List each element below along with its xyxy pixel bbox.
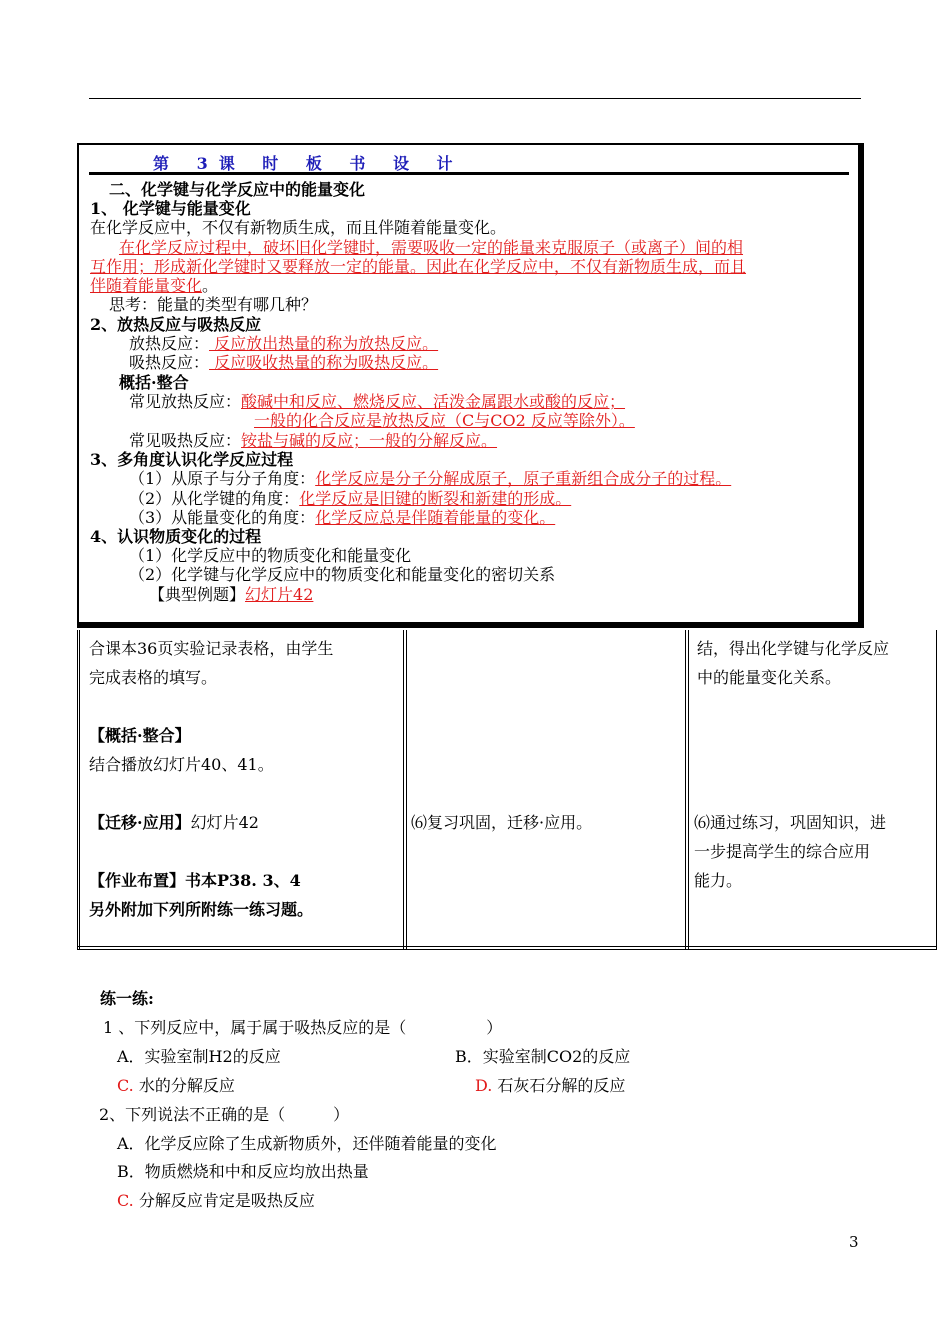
table-cell-intent-2: ⑹通过练习，巩固知识，进 一步提高学生的综合应用 能力。	[694, 813, 887, 890]
table-cell-student: ⑹复习巩固，迁移·应用。	[411, 813, 593, 832]
label: （1）从原子与分子角度：	[129, 469, 316, 488]
answer-text: 反应放出热量的称为放热反应。	[209, 334, 439, 353]
answer-text: 化学反应是旧键的断裂和新建的形成。	[299, 489, 572, 508]
slide-link[interactable]: 幻灯片42	[245, 585, 314, 604]
practice-heading: 练一练:	[100, 989, 154, 1008]
answer-text: 互作用；形成新化学键时又要释放一定的能量。因此在化学反应中，不仅有新物质生成，而且	[90, 257, 747, 276]
answer-text: 伴随着能量变化	[90, 276, 203, 295]
summary-label: 【概括·整合】	[89, 726, 191, 745]
application-label: 【迁移·应用】	[89, 813, 191, 832]
table-cell-intent: 结，得出化学键与化学反应 中的能量变化关系。	[697, 639, 890, 687]
header-rule	[89, 98, 861, 99]
homework-label: 【作业布置】书本P38. 3、4	[89, 871, 301, 890]
label: 【典型例题】	[149, 585, 246, 604]
answer-text: 化学反应是分子分解成原子，原子重新组合成分子的过程。	[315, 469, 732, 488]
option-d: 石灰石分解的反应	[492, 1076, 626, 1095]
answer-text: 一般的化合反应是放热反应（C与CO2 反应等除外）。	[254, 411, 635, 430]
lesson-table	[77, 630, 937, 950]
option-c: 水的分解反应	[133, 1076, 235, 1095]
board-title: 第 3课 时 板 书 设 计	[153, 154, 464, 173]
subsection-2: 2、放热反应与吸热反应	[90, 315, 262, 334]
table-cell-activity: 合课本36页实验记录表格，由学生 完成表格的填写。 【概括·整合】 结合播放幻灯片40、41。 【迁移·应用】幻灯片42 【作业布置】书本P38. 3、4 另外附加下列所附练一练习题。	[89, 634, 399, 924]
label: 放热反应：	[129, 334, 210, 353]
answer-letter: C.	[117, 1191, 134, 1210]
page-number: 3	[849, 1233, 859, 1251]
option-a: A．化学反应除了生成新物质外，还伴随着能量的变化	[117, 1134, 497, 1153]
answer-text: 铵盐与碱的反应；一般的分解反应。	[241, 431, 498, 450]
think-question: 思考：能量的类型有哪几种？	[109, 295, 318, 314]
answer-text: 酸碱中和反应、燃烧反应、活泼金属跟水或酸的反应；	[241, 392, 626, 411]
list-item: （2）化学键与化学反应中的物质变化和能量变化的密切关系	[129, 565, 556, 584]
label: 吸热反应：	[129, 353, 210, 372]
board-title-bar	[89, 151, 849, 175]
period: 。	[202, 276, 219, 295]
option-c: 分解反应肯定是吸热反应	[133, 1191, 315, 1210]
summary-heading: 概括·整合	[119, 373, 189, 392]
answer-text: 在化学反应过程中，破坏旧化学键时，需要吸收一定的能量来克服原子（或离子）间的相	[119, 238, 744, 257]
option-a: A．实验室制H2的反应	[117, 1047, 281, 1066]
label: （3）从能量变化的角度：	[129, 508, 316, 527]
board-design-box	[77, 143, 864, 628]
option-b: B．实验室制CO2的反应	[455, 1047, 631, 1066]
answer-text: 反应吸收热量的称为吸热反应。	[209, 353, 439, 372]
paragraph: 在化学反应中，不仅有新物质生成，而且伴随着能量变化。	[90, 218, 507, 237]
question-2: 2、下列说法不正确的是（ ）	[99, 1105, 350, 1124]
option-b: B．物质燃烧和中和反应均放出热量	[117, 1162, 369, 1181]
answer-letter: C.	[117, 1076, 134, 1095]
subsection-4: 4、认识物质变化的过程	[90, 527, 262, 546]
label: （2）从化学键的角度：	[129, 489, 300, 508]
answer-text: 化学反应总是伴随着能量的变化。	[315, 508, 556, 527]
subsection-3: 3、多角度认识化学反应过程	[90, 450, 294, 469]
label: 常见吸热反应：	[129, 431, 242, 450]
subsection-1: 1、 化学键与能量变化	[90, 199, 251, 218]
question-1: 1 、下列反应中，属于属于吸热反应的是（ ）	[103, 1018, 503, 1037]
section-heading: 二、化学键与化学反应中的能量变化	[109, 180, 366, 199]
answer-letter: D.	[475, 1076, 493, 1095]
list-item: （1）化学反应中的物质变化和能量变化	[129, 546, 412, 565]
label: 常见放热反应：	[129, 392, 242, 411]
